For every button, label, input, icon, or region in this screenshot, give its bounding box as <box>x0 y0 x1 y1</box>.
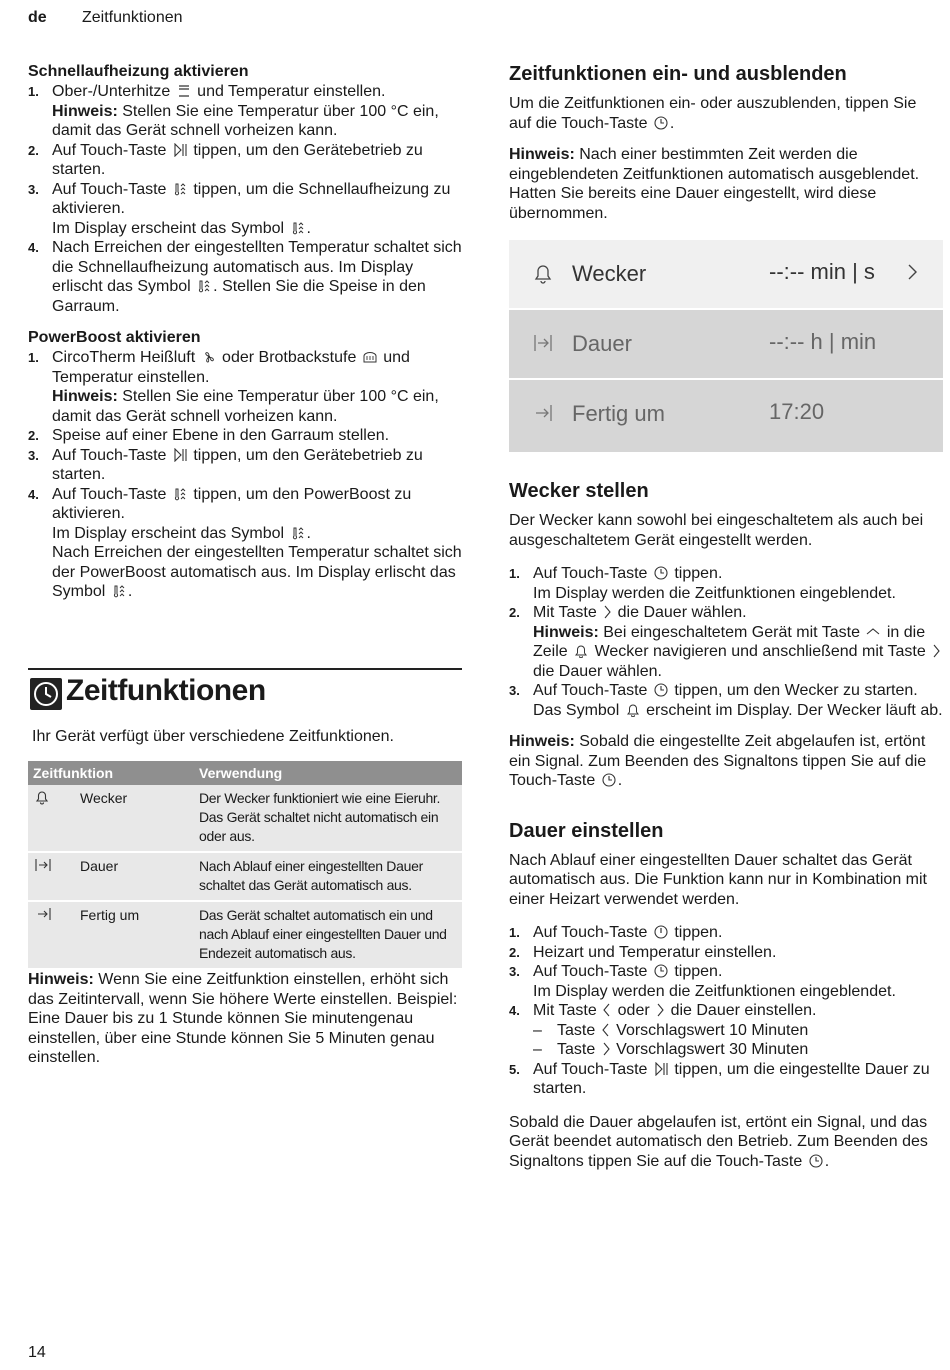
bell-icon <box>533 262 553 284</box>
wecker-steps <box>509 564 943 720</box>
chevron-left-icon <box>603 1003 611 1017</box>
start-stop-icon <box>173 448 187 462</box>
rapid-heat-icon <box>173 487 187 501</box>
table-cell-desc: Das Gerät schaltet automatisch ein und nach Ablauf einer eingestellten Dauer und Endezeit automatisch aus. <box>194 901 462 969</box>
chapter-intro: Ihr Gerät verfügt über verschiedene Zeitfunktionen. <box>32 728 394 745</box>
power-touch-key-icon <box>654 925 668 939</box>
dauer-intro: Nach Ablauf einer eingestellten Dauer schaltet das Gerät automatisch aus. Die Funktion kann nur in Kombination mit einer Heizart verwendet werden. <box>509 851 927 908</box>
list-item: 2. Speise auf einer Ebene in den Garraum stellen. <box>28 427 390 444</box>
list-item: 3. Auf Touch-Taste tippen, um den Wecker zu starten. Das Symbol erscheint im Display. Der Wecker läuft ab. <box>509 682 943 719</box>
clock-touch-key-icon <box>654 566 668 580</box>
schnellaufheizung-heading: Schnellaufheizung aktivieren <box>28 63 249 80</box>
clock-touch-key-icon <box>602 773 616 787</box>
wecker-heading: Wecker stellen <box>509 480 649 502</box>
list-item: 4. Mit Taste oder die Dauer einstellen. – Taste Vorschlagswert 10 Minuten – Taste Vorschlagswert 30 Minuten <box>509 1001 943 1060</box>
start-stop-icon <box>654 1062 668 1076</box>
table-cell-name: Wecker <box>74 785 194 852</box>
table-cell-desc: Der Wecker funktioniert wie eine Eieruhr. Das Gerät schaltet nicht automatisch ein oder aus. <box>194 785 462 852</box>
table-header-usage: Verwendung <box>194 761 462 785</box>
right-column-bottom: Wecker stellen Der Wecker kann sowohl bei eingeschaltetem als auch bei ausgeschaltetem Gerät eingestellt werden. 1. Auf Touch-Taste tippen. Im Display werden die Zeitfunktionen eingeblendet. 2. Mit Taste die Dauer wählen. Hinweis: Bei eingeschaltetem Gerät mit Taste in die Zeile Wecker navigieren und anschließend mit Taste die Dauer wählen. 3. Auf Touch-Taste tippen, um den Wecker zu starten. Das Symbol erscheint im Display. Der Wecker läuft ab. Hinweis: Sobald die eingestellte Zeit abgelaufen ist, ertönt ein Signal. Zum Beenden des Signaltons tippen Sie auf die Touch-Taste . Dauer einstellen Nach Ablauf einer eingestellten Dauer schaltet das Gerät automatisch aus. Die Funktion kann nur in Kombination mit einer Heizart verwendet werden. 1. Auf Touch-Taste tippen. 2. Heizart und Temperatur einstellen. 3. Auf Touch-Taste tippen. Im Display werden die Zeitfunktionen eingeblendet. 4. Mit Taste oder die Dauer einstellen. – Taste Vorschlagswert 10 Minuten – Taste Vorschlagswert 30 Minuten 5. Auf Touch-Taste tippen, um die eingestellte Dauer zu starten. Sobald die Dauer abgelaufen ist, ertönt ein Signal, und das Gerät beendet automatisch den Betrieb. Zum Beenden des Signaltons tippen Sie auf die Touch-Taste . <box>509 479 943 1171</box>
table-cell-name: Dauer <box>74 852 194 901</box>
table-row <box>28 785 462 852</box>
list-item: 1. CircoTherm Heißluft oder Brotbackstufe und Temperatur einstellen. Hinweis: Stellen Sie eine Temperatur über 100 °C ein, damit das Gerät schnell vorheizen kann. <box>28 349 439 425</box>
chapter-title-text: Zeitfunktionen <box>66 674 266 707</box>
rapid-heat-icon <box>291 221 305 235</box>
dauer-steps <box>509 923 943 1099</box>
list-item: 1. Auf Touch-Taste tippen. <box>509 924 723 941</box>
duration-icon <box>533 332 553 354</box>
rapid-heat-icon <box>291 526 305 540</box>
clock-touch-key-icon <box>654 116 668 130</box>
list-item: 4. Nach Erreichen der eingestellten Temperatur schaltet sich die Schnellaufheizung automatisch aus. Im Display erlischt das Symbol . Stellen Sie die Speise in den Garraum. <box>28 239 462 315</box>
table-row <box>28 852 462 901</box>
chevron-right-icon <box>603 605 611 619</box>
rapid-heat-icon <box>112 584 126 598</box>
left-column <box>28 62 462 602</box>
table-row <box>28 901 462 969</box>
powerboost-heading: PowerBoost aktivieren <box>28 329 201 346</box>
schnellaufheizung-steps <box>28 82 462 316</box>
clock-touch-key-icon <box>654 964 668 978</box>
clock-icon <box>30 678 62 710</box>
chevron-up-icon <box>866 625 880 639</box>
list-item: 1. Auf Touch-Taste tippen. Im Display werden die Zeitfunktionen eingeblendet. <box>509 565 896 602</box>
clock-touch-key-icon <box>654 683 668 697</box>
list-item: 3. Auf Touch-Taste tippen, um den Gerätebetrieb zu starten. <box>28 446 423 483</box>
table-cell-name: Fertig um <box>74 901 194 969</box>
list-item: 2. Mit Taste die Dauer wählen. Hinweis: Bei eingeschaltetem Gerät mit Taste in die Zeile Wecker navigieren und anschließend mit Taste die Dauer wählen. <box>509 603 943 681</box>
interval-hint: Hinweis: Wenn Sie eine Zeitfunktion einstellen, erhöht sich das Zeitintervall, wenn Sie höhere Werte einstellen. Beispiel: Eine Dauer bis zu 1 Stunde können Sie minutengenau einstellen, über eine Stunde können Sie 5 Minuten genau einstellen. <box>28 971 458 1066</box>
list-item: 5. Auf Touch-Taste tippen, um die eingestellte Dauer zu starten. <box>509 1060 930 1097</box>
running-header: Zeitfunktionen <box>82 9 183 26</box>
list-item: 1. Ober-/Unterhitze und Temperatur einstellen. Hinweis: Stellen Sie eine Temperatur über 100 °C ein, damit das Gerät schnell vorheizen kann. <box>28 83 439 139</box>
wecker-intro: Der Wecker kann sowohl bei eingeschaltetem als auch bei ausgeschaltetem Gerät eingestellt werden. <box>509 512 924 549</box>
display-row-wecker[interactable]: Wecker --:-- min | s <box>509 240 943 308</box>
list-item: 2. Heizart und Temperatur einstellen. <box>509 943 777 961</box>
rapid-heat-icon <box>197 279 211 293</box>
list-item: 3. Auf Touch-Taste tippen, um die Schnellaufheizung zu aktivieren. Im Display erscheint das Symbol . <box>28 180 451 237</box>
chevron-right-icon <box>656 1003 664 1017</box>
end-time-icon <box>34 906 52 922</box>
table-header-function: Zeitfunktion <box>28 761 194 785</box>
page-number: 14 <box>28 1344 46 1361</box>
powerboost-steps <box>28 348 462 602</box>
table-cell-desc: Nach Ablauf einer eingestellten Dauer schaltet das Gerät automatisch aus. <box>194 852 462 901</box>
chevron-left-icon <box>602 1023 610 1037</box>
einblenden-heading: Zeitfunktionen ein- und ausblenden <box>509 63 847 85</box>
list-item: 3. Auf Touch-Taste tippen. Im Display werden die Zeitfunktionen eingeblendet. <box>509 963 896 1000</box>
chevron-right-icon <box>602 1042 610 1056</box>
top-bottom-heat-icon <box>177 84 191 98</box>
rapid-heat-icon <box>173 182 187 196</box>
duration-icon <box>34 857 52 873</box>
start-stop-icon <box>173 143 187 157</box>
display-panel <box>509 240 943 452</box>
dauer-heading: Dauer einstellen <box>509 819 664 842</box>
display-row-dauer[interactable]: Dauer --:-- h | min <box>509 310 943 378</box>
chapter-title <box>28 668 462 708</box>
hot-air-fan-icon <box>202 350 216 364</box>
bread-baking-icon <box>363 350 377 364</box>
bell-icon <box>574 644 588 658</box>
clock-touch-key-icon <box>809 1154 823 1168</box>
bell-icon <box>626 703 640 717</box>
chevron-right-icon <box>932 644 940 658</box>
list-item: 4. Auf Touch-Taste tippen, um den PowerBoost zu aktivieren. Im Display erscheint das Symbol . Nach Erreichen der eingestellten Temperatur schaltet sich der PowerBoost automatisch aus. Im Display erlischt das Symbol . <box>28 485 462 600</box>
chevron-right-icon[interactable] <box>905 262 919 282</box>
language-code: de <box>28 9 47 26</box>
end-time-icon <box>533 402 553 424</box>
time-functions-table <box>28 761 462 970</box>
list-item: 2. Auf Touch-Taste tippen, um den Gerätebetrieb zu starten. <box>28 141 423 178</box>
display-row-fertig-um[interactable]: Fertig um 17:20 <box>509 380 943 452</box>
right-column-top: Zeitfunktionen ein- und ausblenden Um die Zeitfunktionen ein- oder auszublenden, tippen Sie auf die Touch-Taste . Hinweis: Nach einer bestimmten Zeit werden die eingeblendeten Zeitfunktionen automatisch ausgeblendet. Hatten Sie bereits eine Dauer eingestellt, wird diese übernommen. <box>509 62 943 223</box>
bell-icon <box>34 789 50 805</box>
